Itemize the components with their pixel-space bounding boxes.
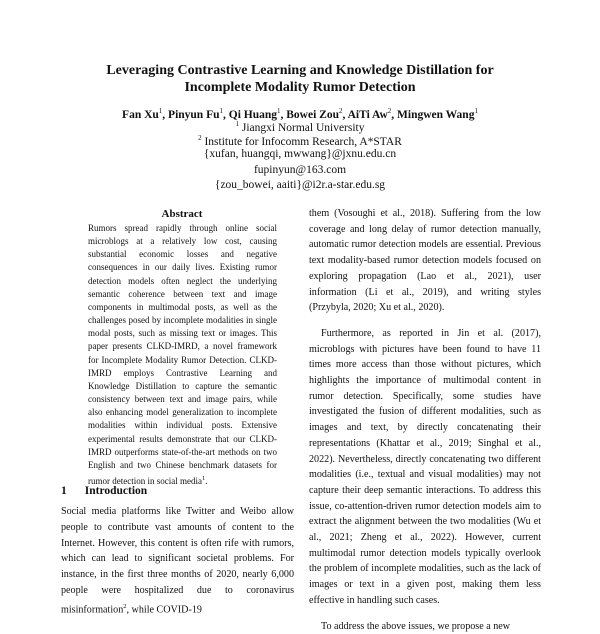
email-2: fupinyun@163.com — [253, 164, 347, 176]
paper-title — [60, 62, 540, 96]
right-column — [309, 206, 541, 634]
paragraph: Furthermore, as reported in Jin et al. (2017), microblogs with pictures have been found to have 11 times more access than those without pictures, which highlights the importance of multimodal content in rumor detection. Specifically, some studies have investigated the fusion of different modalities, such as images and text, by directly concatenating their representations (Khattar et al., 2019; Singhal et al., 2022). Nevertheless, directly concatenating two different modalities (i.e., textual and visual modalities) may not capture their deep semantic interactions. To address this issue, co-attention-driven rumor detection models aim to extract the alignment between the two modalities (Wu et al., 2021; Zheng et al., 2022). However, current multimodal rumor detection models typically overlook the problem of incomplete modalities, such as the lack of images or text in a given post, making them less effective in handling such cases. — [309, 327, 541, 606]
introduction-text: Social media platforms like Twitter and Weibo allow people to contribute vast amounts of content to the Internet. However, this content is often rife with rumors, which can lead to significant societal problems. For instance, in the first three months of 2020, nearly 6,000 people were hospitalized due to coronavirus misinformation — [61, 506, 294, 616]
affiliation-2-mark: 2 — [198, 134, 202, 142]
section-number: 1 — [61, 485, 67, 497]
author-affil-mark: 1 — [158, 107, 163, 115]
introduction-text-after: , while COVID-19 — [126, 604, 202, 616]
footnote-mark: 1 — [201, 474, 206, 482]
abstract-text: Rumors spread rapidly through online social microblogs at a relatively low cost, causing substantial economic losses and negative consequences in our daily lives. Existing rumor detection models often neglect the underlying semantic coherence between text and image components in multimodal posts, as well as the challenges posed by incomplete modalities in single modal posts, such as missing text or images. This paper presents CLKD-IMRD, a novel framework for Incomplete Modality Rumor Detection. CLKD-IMRD employs Contrastive Learning and Knowledge Distillation to capture the semantic consistency between text and image pairs, while also enhancing model generalization to incomplete modalities within individual posts. Extensive experimental results demonstrate that our CLKD-IMRD outperforms state-of-the-art methods on two English and two Chinese benchmark datasets for rumor detection in social media — [88, 223, 277, 486]
author: Bowei Zou — [286, 108, 339, 121]
section-title: Introduction — [84, 485, 148, 497]
email-1: {xufan, huangqi, mwwang}@jxnu.edu.cn — [203, 148, 397, 160]
abstract-heading: Abstract — [161, 208, 203, 220]
footnote-mark: 2 — [123, 602, 127, 610]
author-affil-mark: 2 — [387, 107, 392, 115]
affiliation-2-text: Institute for Infocomm Research, A*STAR — [204, 135, 402, 148]
author-affil-mark: 1 — [277, 107, 281, 115]
affiliation-1-mark: 1 — [235, 120, 239, 128]
author: AiTi Aw — [347, 108, 388, 121]
author-affil-mark: 1 — [474, 107, 478, 115]
affiliation-1-text: Jiangxi Normal University — [241, 121, 365, 134]
author-list: Fan Xu$^1$, Pinyun Fu$^1$, Qi Huang$^1$, Bowei Zou$^2$, AiTi Aw$^2$, Mingwen Wang$^1$ — [122, 107, 478, 121]
author: Pinyun Fu — [168, 108, 220, 121]
paragraph: them (Vosoughi et al., 2018). Suffering from the low coverage and long delay of rumor detection manually, automatic rumor detection models are essential. Previous text modality-based rumor detection models focused on exploring propagation (Lao et al., 2021), user information (Li et al., 2019), and writing styles (Przybyla, 2020; Xu et al., 2020). — [309, 208, 541, 314]
author-affil-mark: 1 — [219, 107, 223, 115]
author: Mingwen Wang — [397, 108, 475, 121]
author: Qi Huang — [228, 108, 278, 121]
introduction-body — [61, 504, 294, 618]
author-affil-mark: 2 — [338, 107, 343, 115]
section-heading-introduction — [61, 484, 147, 498]
author: Fan Xu — [122, 108, 159, 121]
title-line-1: Leveraging Contrastive Learning and Knowledge Distillation for — [106, 63, 494, 78]
title-line-2: Incomplete Modality Rumor Detection — [184, 80, 416, 95]
abstract-end: . — [205, 475, 208, 486]
email-3: {zou_bowei, aaiti}@i2r.a-star.edu.sg — [214, 179, 386, 191]
paragraph: To address the above issues, we propose a new — [321, 620, 511, 632]
abstract-body — [88, 222, 277, 488]
